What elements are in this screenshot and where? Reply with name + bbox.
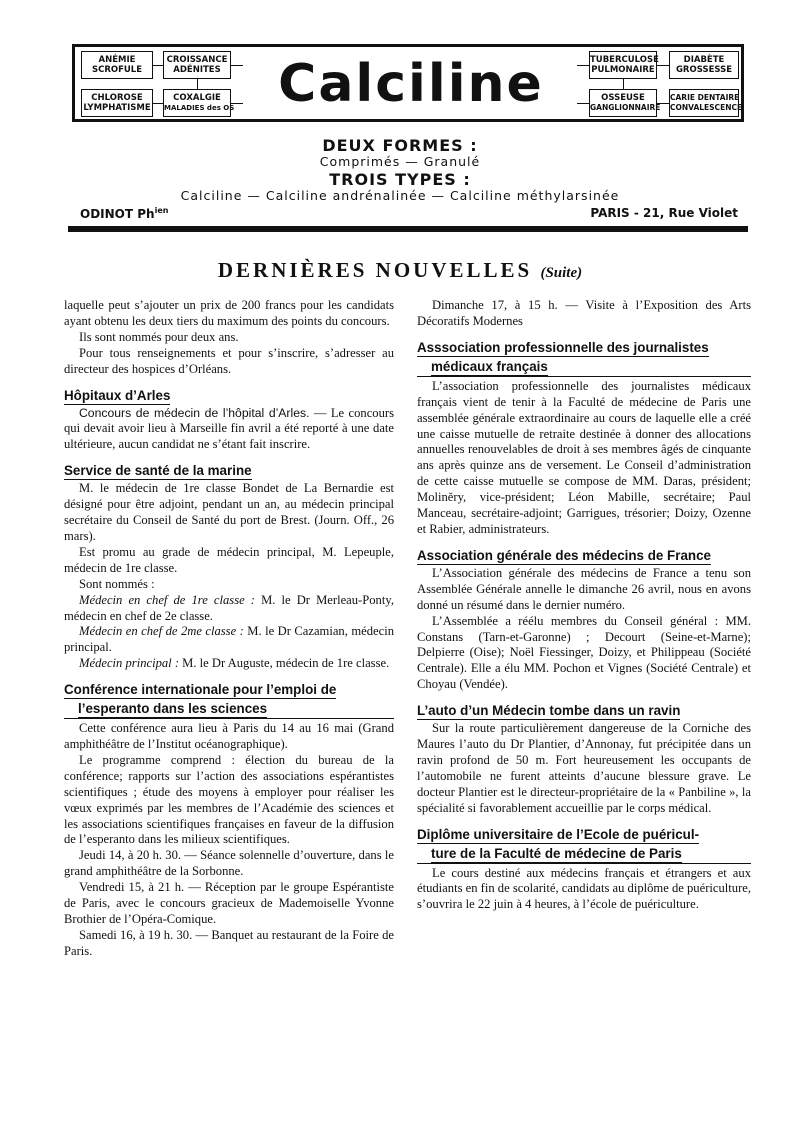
section-title-esperanto xyxy=(64,682,394,719)
ad-box-line: MALADIES des OS xyxy=(164,104,235,112)
section-title-line2 xyxy=(417,846,751,864)
ad-maker-name xyxy=(80,206,168,221)
section-title-sante-marine xyxy=(64,463,394,479)
ad-maker-text: ODINOT Ph xyxy=(80,207,155,221)
ad-box-line: LYMPHATISME xyxy=(83,103,151,113)
ad-maker-sup: ien xyxy=(154,206,169,215)
paragraph-lead: Concours de médecin de l’hôpital d’Arles. xyxy=(79,405,310,420)
ad-connector-line xyxy=(623,79,624,89)
ad-box-chlorose xyxy=(81,89,153,117)
ad-box-line: SCROFULE xyxy=(91,65,143,75)
ad-bottom-rule xyxy=(68,226,748,232)
left-column xyxy=(64,298,394,960)
ad-box-line: PULMONAIRE xyxy=(591,65,655,75)
page-title-text: DERNIÈRES NOUVELLES xyxy=(217,258,533,282)
section-title-association-generale xyxy=(417,548,751,564)
section-title-hopitaux-arles xyxy=(64,388,394,404)
ad-connector-line xyxy=(657,103,669,104)
ad-brand-title: Calciline xyxy=(278,54,544,114)
paragraph: laquelle peut s’ajouter un prix de 200 francs pour les candidats ayant obtenu les deux tiers du maximum des points du concours. xyxy=(64,298,394,328)
ad-box-tuberculose xyxy=(589,51,657,79)
section-title-text: Diplôme universitaire de l’Ecole de puéricul- xyxy=(417,826,700,842)
page-title-suite: (Suite) xyxy=(540,265,583,281)
section-title-line2 xyxy=(417,359,751,377)
ad-connector-line xyxy=(231,65,243,66)
section-title-text: médicaux français xyxy=(431,358,548,374)
ad-box-line: CROISSANCE xyxy=(166,55,228,65)
paragraph: L’association professionnelle des journalistes médicaux français vient de tenir à la Faculté de médecine de Paris une assemblée générale extraordinaire au cours de laquelle elle a créé une caisse mutuelle de retraite destinée à donner des allocations annuelles renouvelables de droit à ses membres âgés de cinquante ans après quinze ans de versement. Le Conseil d’administration de cette caisse mutuelle se compose de MM. Daras, président; Moliněry, vice-président; Léon Mabille, secrétaire; Paul Manceau, secrétaire-adjoint; Garrigues, trésorier; Doizy, Ozenne et Rabier, administrateurs. xyxy=(417,378,751,536)
ad-forms-title: DEUX FORMES : xyxy=(322,136,478,155)
paragraph xyxy=(64,593,394,625)
ad-box-croissance xyxy=(163,51,231,79)
paragraph: Le programme comprend : élection du bureau de la conférence; rapports sur l’action des associations espérantistes scientifiques ; étude des moyens à employer pour réaliser les vœux exprimés par les membres de l’Académie des sciences et les associations scientifiques françaises en faveur de la diffusion de l’esperanto dans les milieux scientifiques. xyxy=(64,752,394,847)
ad-box-carie xyxy=(669,89,743,117)
section-title-text: Service de santé de la marine xyxy=(64,463,252,479)
paragraph: Dimanche 17, à 15 h. — Visite à l’Exposition des Arts Décoratifs Modernes xyxy=(417,298,751,328)
ad-box-line: DIABÈTE xyxy=(683,55,725,65)
section-title-text: Hôpitaux d’Arles xyxy=(64,387,171,403)
paragraph: Ils sont nommés pour deux ans. xyxy=(79,329,239,344)
paragraph: M. le médecin de 1re classe Bondet de La Bernardie est désigné pour être adjoint, pendant un an, au médecin principal secrétaire du Conseil de Santé du port de Brest. (Journ. Off., 26 mars). xyxy=(64,481,394,543)
paragraph: Est promu au grade de médecin principal, M. Lepeuple, médecin de 1re classe. xyxy=(64,544,394,575)
ad-connector-line xyxy=(577,65,589,66)
section-title-text: ture de la Faculté de médecine de Paris xyxy=(431,845,682,861)
ad-box-line: CONVALESCENCE xyxy=(670,103,743,112)
right-column xyxy=(417,298,751,913)
paragraph xyxy=(64,406,394,454)
appointment-text: M. le Dr Auguste, médecin de 1re classe. xyxy=(179,656,390,671)
paragraph: Cette conférence aura lieu à Paris du 14 au 16 mai (Grand amphithéâtre de l’Institut océanographique). xyxy=(64,721,394,752)
section-title-auto-ravin xyxy=(417,703,751,719)
appointment-text: M. le Dr Merleau-Ponty, médecin en chef de 2e classe. xyxy=(64,592,394,623)
section-title-journalistes xyxy=(417,340,751,377)
ad-box-anemie xyxy=(81,51,153,79)
ad-types-subtitle: Calciline — Calciline andrénalinée — Calciline méthylarsinée xyxy=(180,188,620,203)
section-title-text: L’auto d’un Médecin tombe dans un ravin xyxy=(417,703,681,719)
ad-box-line: ANÉMIE xyxy=(98,55,136,65)
ad-maker-address: PARIS - 21, Rue Violet xyxy=(590,206,738,220)
section-title-puericulture xyxy=(417,827,751,864)
paragraph: L’Association générale des médecins de France a tenu son Assemblée Générale annelle le dimanche 26 avril, nous en avons donné un résumé dans le dernier numéro. xyxy=(417,565,751,612)
ad-forms-subtitle: Comprimés — Granulé xyxy=(319,154,481,169)
ad-box-line: ADÉNITES xyxy=(173,65,221,75)
section-title-line2 xyxy=(64,701,394,719)
paragraph-text: — Le concours qui devait avoir lieu à Marseille fin avril a été reporté à une date ultérieure, aucun candidat ne s’étant fait inscrire. xyxy=(64,405,394,452)
ad-types-title: TROIS TYPES : xyxy=(329,170,471,189)
ad-connector-line xyxy=(231,103,243,104)
paragraph: Le cours destiné aux médecins français et étrangers et aux étudiants en fin de scolarité, candidats au diplôme de puériculture, s’ouvrira le 22 juin à 4 heures, à l’école de puériculture. xyxy=(417,865,751,912)
ad-connector-line xyxy=(657,65,669,66)
paragraph: Sur la route particulièrement dangereuse de la Corniche des Maures l’auto du Dr Plantier, d’Annonay, fut précipitée dans un ravin profond de 50 m. Fort heureusement les occupants de l’automobile ne furent atteints d’aucune blessure grave. Le docteur Plantier est le directeur-propriétaire de la « Panbiline », la spécialité si favorablement accueillie par le corps médical. xyxy=(417,721,751,815)
paragraph: Pour tous renseignements et pour s’inscrire, s’adresser au directeur des hospices d’Orléans. xyxy=(64,345,394,376)
ad-box-line: COXALGIE xyxy=(173,93,221,103)
ad-box-line: GROSSESSE xyxy=(675,65,733,75)
ad-connector-line xyxy=(577,103,589,104)
section-title-text: Conférence internationale pour l’emploi de xyxy=(64,682,337,698)
paragraph: Jeudi 14, à 20 h. 30. — Séance solennelle d’ouverture, dans le grand amphithéâtre de la Sorbonne. xyxy=(64,848,394,879)
paragraph xyxy=(64,656,394,672)
paragraph: Samedi 16, à 19 h. 30. — Banquet au restaurant de la Foire de Paris. xyxy=(64,927,394,958)
paragraph: Sont nommés : xyxy=(79,576,155,591)
paragraph xyxy=(64,624,394,656)
ad-box-line: CHLOROSE xyxy=(91,93,143,103)
appointment-title: Médecin en chef de 2me classe : xyxy=(79,624,244,639)
section-title-text: Asssociation professionnelle des journalistes xyxy=(417,339,709,355)
paragraph: L’Assemblée a réélu membres du Conseil général : MM. Constans (Tarn-et-Garonne) ; Decourt (Seine-et-Marne); Delpierre (Oise); Noël Fiessinger, Doizy, et Philippeau (Société Centrale). Elle a élu MM. Pochon et Vignes (Société Centrale) et Choyau (Vendée). xyxy=(417,613,751,692)
appointment-title: Médecin principal : xyxy=(79,656,180,671)
ad-box-osseuse xyxy=(589,89,661,117)
section-title-text: Association générale des médecins de France xyxy=(417,547,711,563)
ad-connector-line xyxy=(153,65,163,66)
ad-box-line: GANGLIONNAIRE xyxy=(590,103,661,112)
ad-box-line: TUBERCULOSE xyxy=(590,55,659,65)
ad-connector-line xyxy=(153,103,163,104)
section-title-text: l’esperanto dans les sciences xyxy=(78,701,268,717)
appointment-title: Médecin en chef de 1re classe : xyxy=(79,592,255,607)
ad-box-diabete xyxy=(669,51,739,79)
ad-box-line: CARIE DENTAIRE xyxy=(670,93,740,102)
ad-box-coxalgie xyxy=(163,89,235,117)
paragraph: Vendredi 15, à 21 h. — Réception par le groupe Espérantiste de Paris, avec le concours gracieux de Mademoiselle Yvonne Brothier de l’Opéra-Comique. xyxy=(64,880,394,926)
ad-connector-line xyxy=(197,79,198,89)
advertisement-banner xyxy=(72,44,744,122)
ad-box-line: OSSEUSE xyxy=(601,93,645,103)
appointment-text: M. le Dr Cazamian, médecin principal. xyxy=(64,624,394,655)
page-title xyxy=(0,258,800,283)
